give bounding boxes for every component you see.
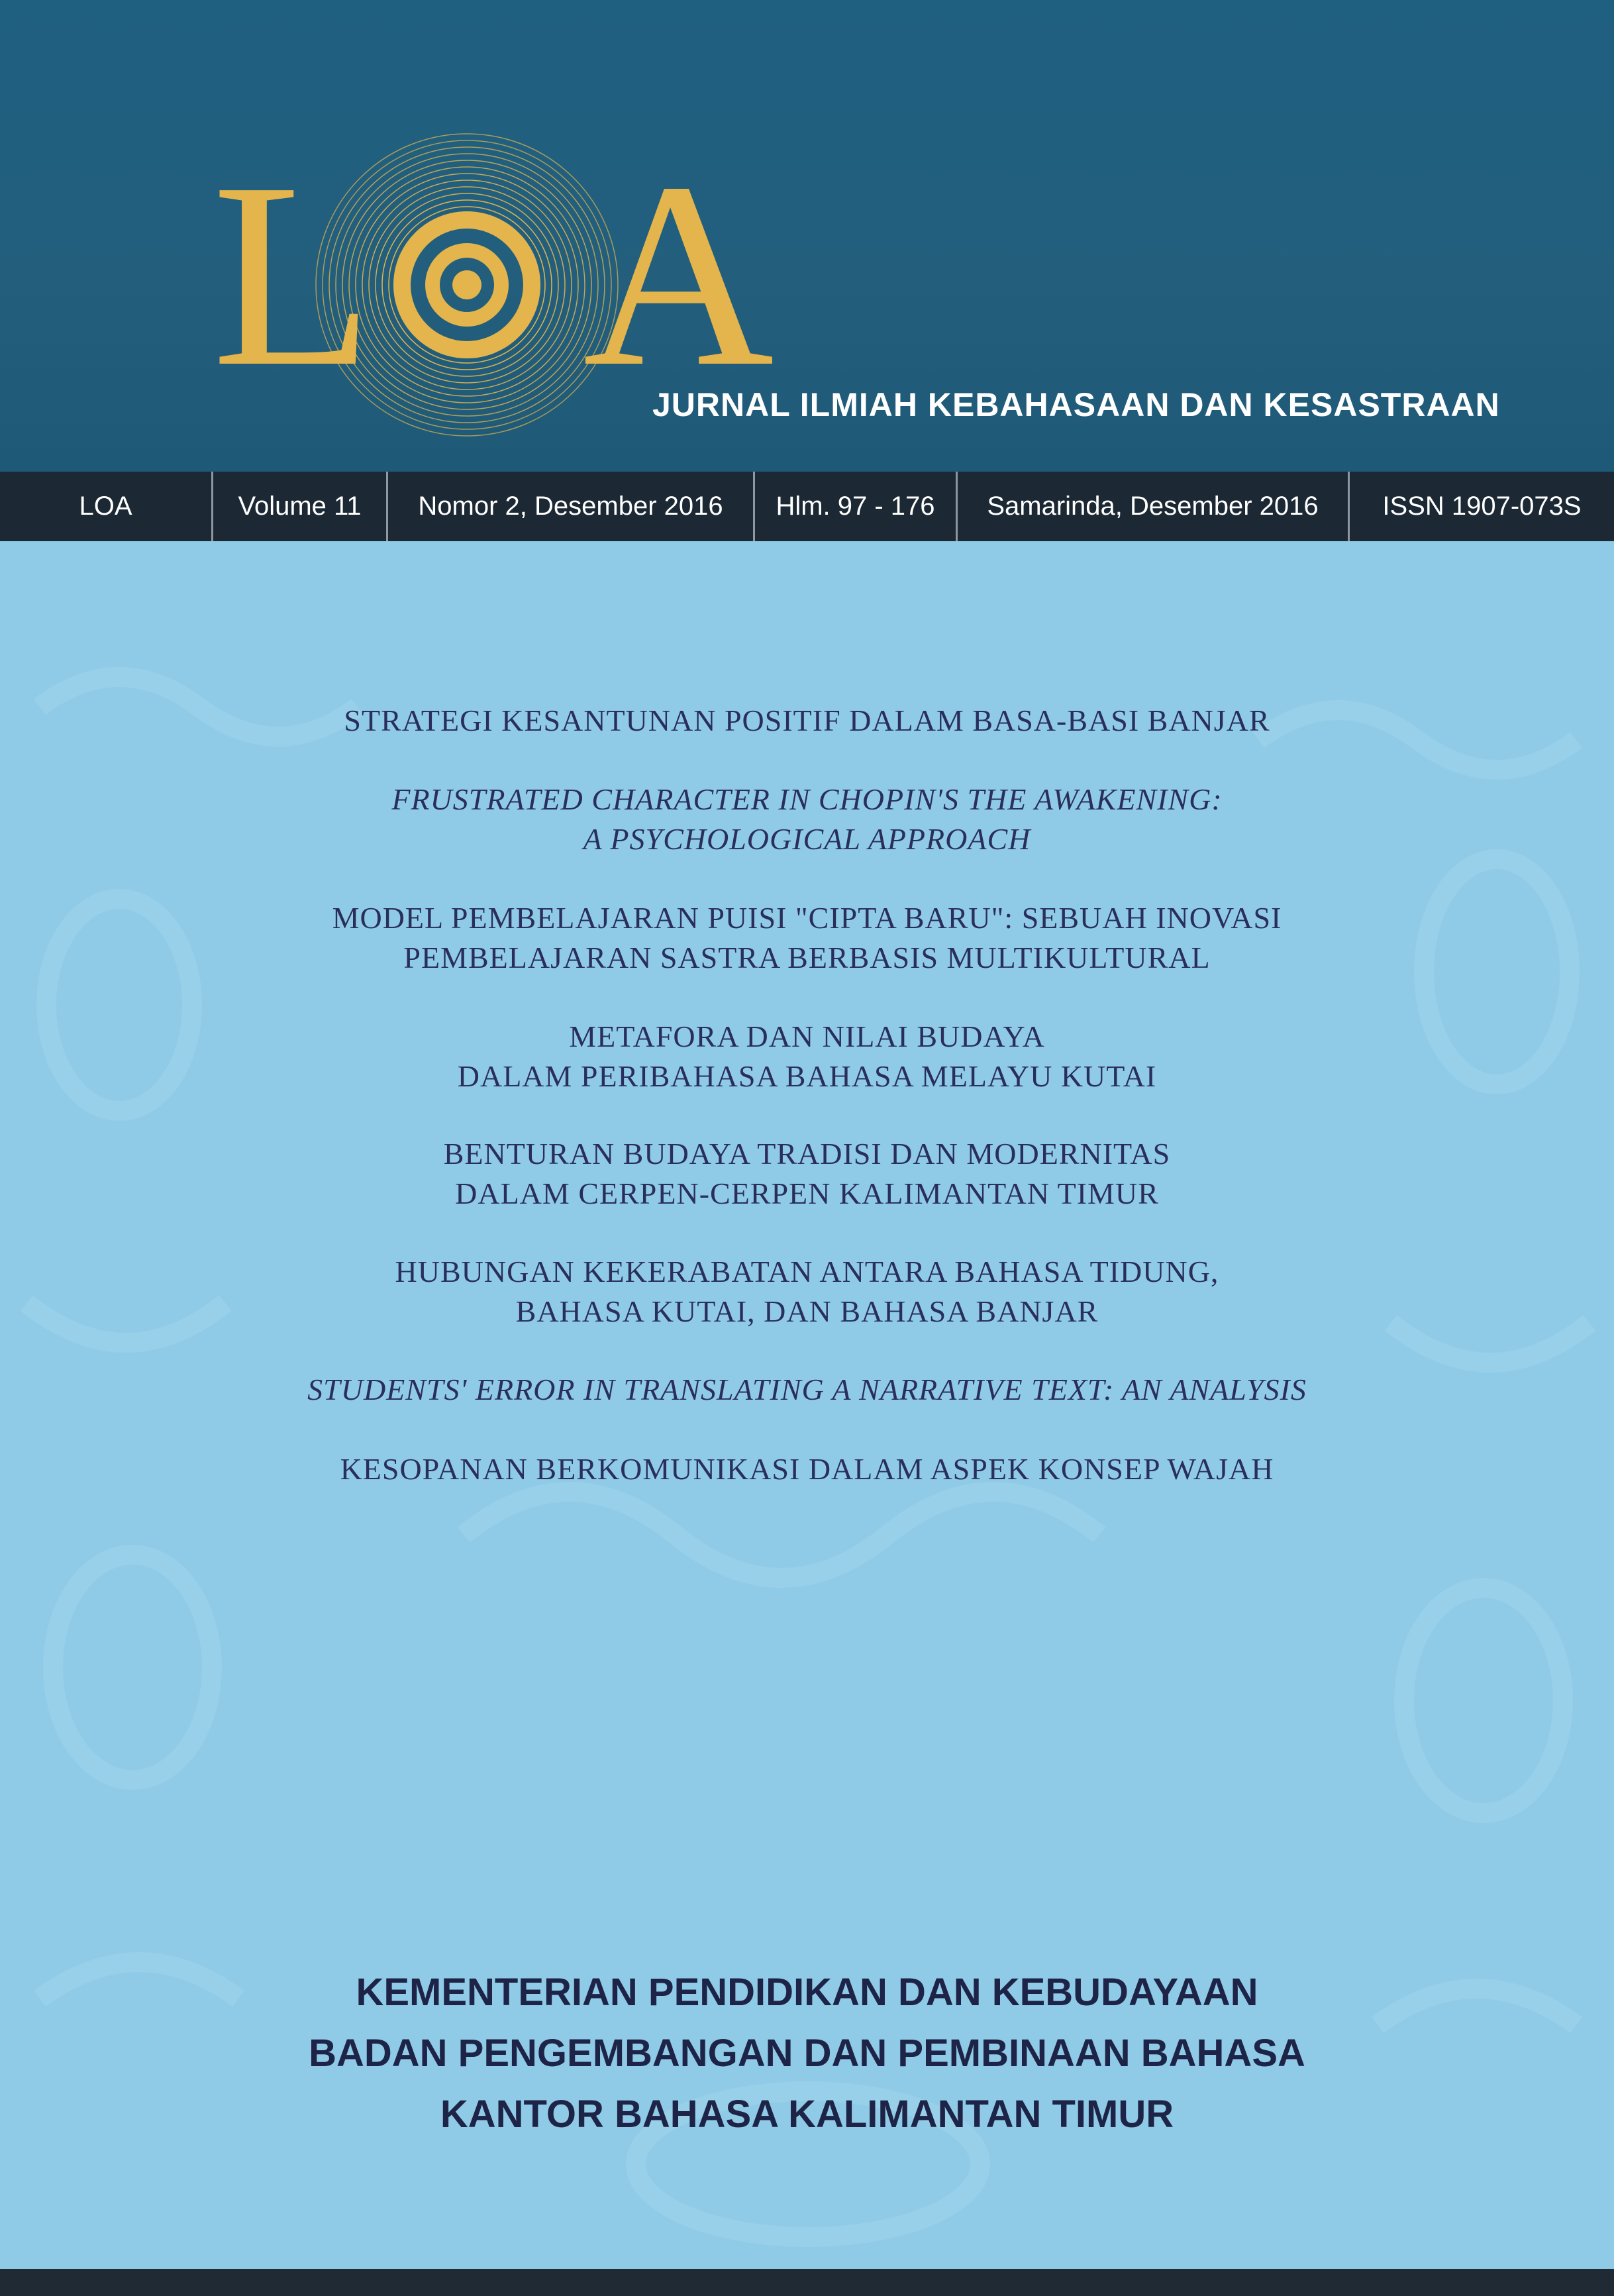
- article-title: [0, 1252, 1614, 1331]
- article-title: [0, 701, 1614, 741]
- article-title-line: DALAM PERIBAHASA BAHASA MELAYU KUTAI: [457, 1059, 1157, 1093]
- publisher-line: KANTOR BAHASA KALIMANTAN TIMUR: [440, 2093, 1174, 2136]
- info-volume: Volume 11: [213, 472, 388, 541]
- article-title: [0, 1370, 1614, 1410]
- article-title: [0, 780, 1614, 859]
- bottom-edge: [0, 2269, 1614, 2296]
- issue-info-bar: [0, 472, 1614, 541]
- article-title-line: FRUSTRATED CHARACTER IN CHOPIN'S THE AWAKENING:: [391, 782, 1223, 816]
- info-issn: ISSN 1907-073S: [1382, 492, 1582, 521]
- article-title-line: BENTURAN BUDAYA TRADISI DAN MODERNITAS: [443, 1137, 1171, 1171]
- article-title-line: BAHASA KUTAI, DAN BAHASA BANJAR: [515, 1294, 1099, 1328]
- logo-letter-l: L: [212, 128, 374, 421]
- article-title-line: METAFORA DAN NILAI BUDAYA: [569, 1019, 1045, 1053]
- publisher-line: BADAN PENGEMBANGAN DAN PEMBINAAN BAHASA: [309, 2032, 1305, 2075]
- article-title-line: DALAM CERPEN-CERPEN KALIMANTAN TIMUR: [455, 1176, 1159, 1210]
- article-title: [0, 1017, 1614, 1096]
- cover-header: [0, 0, 1614, 472]
- journal-subtitle: JURNAL ILMIAH KEBAHASAAN DAN KESASTRAAN: [652, 386, 1500, 423]
- article-title-line: STUDENTS' ERROR IN TRANSLATING A NARRATIVE TEXT: AN ANALYSIS: [307, 1373, 1307, 1406]
- info-place-date: Samarinda, Desember 2016: [958, 472, 1350, 541]
- publisher-block: [0, 1962, 1614, 2145]
- article-title-line: A PSYCHOLOGICAL APPROACH: [583, 822, 1031, 856]
- article-title-line: MODEL PEMBELAJARAN PUISI "CIPTA BARU": SEBUAH INOVASI: [332, 901, 1282, 935]
- article-title: [0, 1134, 1614, 1214]
- logo-letter-a: A: [583, 128, 774, 421]
- info-issue-number: Nomor 2, Desember 2016: [388, 472, 755, 541]
- article-title-line: STRATEGI KESANTUNAN POSITIF DALAM BASA-BASI BANJAR: [344, 704, 1270, 737]
- article-title: [0, 1449, 1614, 1489]
- article-title-line: PEMBELAJARAN SASTRA BERBASIS MULTIKULTURAL: [403, 941, 1211, 974]
- publisher-line: KEMENTERIAN PENDIDIKAN DAN KEBUDAYAAN: [356, 1971, 1258, 2014]
- article-title-line: KESOPANAN BERKOMUNIKASI DALAM ASPEK KONSEP WAJAH: [340, 1452, 1274, 1486]
- article-title-line: HUBUNGAN KEKERABATAN ANTARA BAHASA TIDUNG,: [395, 1255, 1219, 1288]
- article-title: [0, 898, 1614, 978]
- info-journal-name: LOA: [0, 472, 213, 541]
- info-pages: Hlm. 97 - 176: [755, 472, 958, 541]
- loa-logo: [199, 86, 774, 457]
